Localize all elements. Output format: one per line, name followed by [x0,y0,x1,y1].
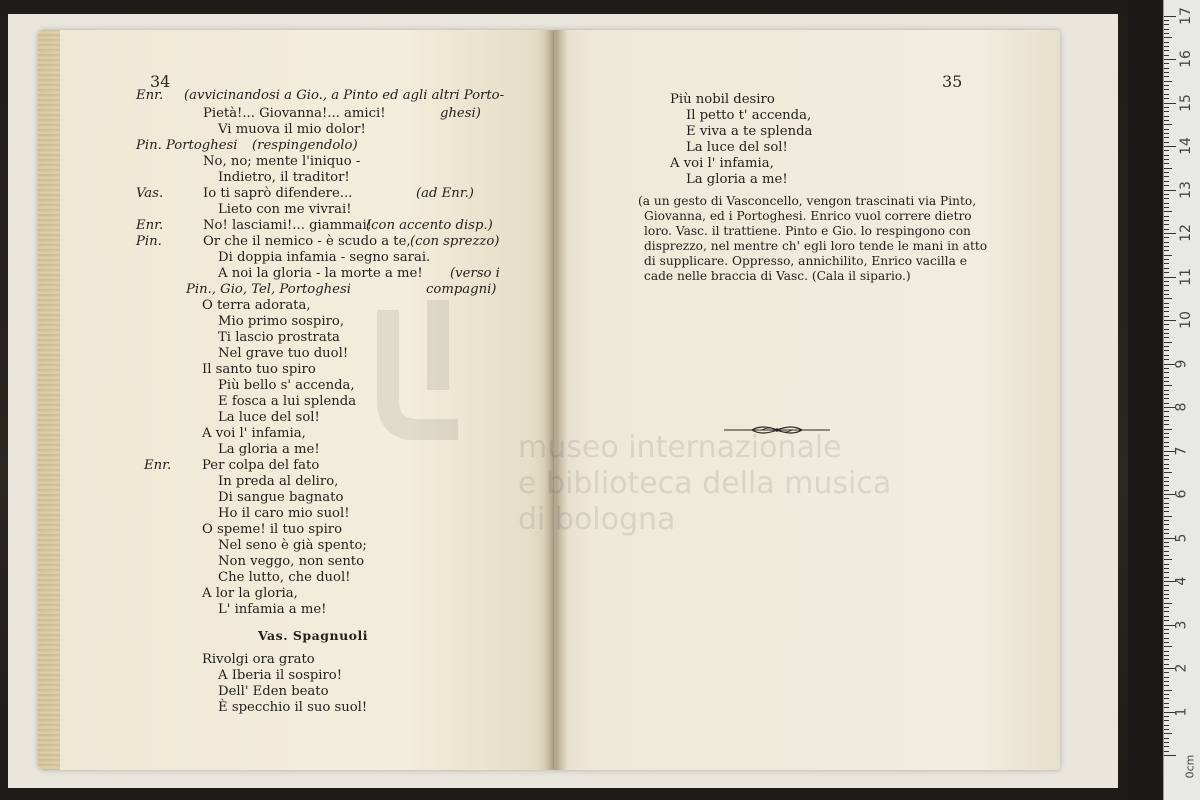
stage-direction-line: disprezzo, nel mentre ch' egli loro tende le mani in atto [644,239,988,253]
ruler-tick [1164,168,1172,169]
verse-line: Di doppia infamia - segno sarai. [218,250,431,265]
ruler-number: 14 [1177,137,1194,155]
verse-line: La gloria a me! [218,442,320,457]
speaker-label: Pin. Portoghesi [136,138,238,153]
speaker-label: Enr. [144,458,172,473]
ruler-tick [1164,190,1176,191]
ruler-tick [1164,638,1169,639]
right-page [554,30,1060,770]
verse-line: Per colpa del fato [202,458,320,473]
ruler-tick [1164,59,1176,60]
verse-line: Lieto con me vivrai! [218,202,352,217]
ruler-number: 12 [1177,224,1194,242]
ruler-tick [1164,42,1169,43]
verse-line: È specchio il suo suol! [218,700,368,715]
verse-line: Nel seno è già spento; [218,538,367,553]
ruler-tick [1164,490,1169,491]
verse-line: La luce del sol! [686,140,788,155]
ruler-tick [1164,311,1169,312]
ruler-tick [1164,598,1169,599]
ruler-tick [1164,437,1169,438]
stage-direction-line: Giovanna, ed i Portoghesi. Enrico vuol correre dietro [644,209,972,223]
verse-line: Mio primo sospiro, [218,314,345,329]
verse-line: Di sangue bagnato [218,490,344,505]
ruler-number: 7 [1173,446,1190,455]
ruler-tick [1164,250,1169,251]
section-heading: Vas. Spagnuoli [258,628,369,643]
ruler-tick [1164,372,1169,373]
ruler-tick [1164,89,1169,90]
ruler-tick [1164,237,1169,238]
verse-line: Nel grave tuo duol! [218,346,349,361]
ruler-tick [1164,464,1169,465]
ruler-tick [1164,155,1169,156]
ruler-tick [1164,20,1169,21]
verse-line: Ti lascio prostrata [218,330,340,345]
verse-line: Pietà!... Giovanna!... amici! [203,106,386,121]
verse-line: Non veggo, non sento [218,554,365,569]
ruler-tick [1164,390,1169,391]
ruler-tick [1164,303,1169,304]
verse-line: Rivolgi ora grato [202,652,315,667]
ruler-tick [1164,398,1169,399]
ruler-tick [1164,472,1172,473]
stage-aside: (con accento disp.) [366,218,493,233]
ruler-tick [1164,333,1169,334]
verse-line: Or che il nemico - è scudo a te, [203,234,411,249]
speaker-label: Enr. [136,218,164,233]
ruler-tick [1164,142,1169,143]
ruler-tick [1164,503,1169,504]
ruler-tick [1164,459,1169,460]
ruler-tick [1164,433,1169,434]
ruler-tick [1164,725,1169,726]
ruler-number: 4 [1173,576,1190,586]
ruler-tick [1164,511,1169,512]
verse-line: Il santo tuo spiro [202,362,316,377]
ruler-tick [1164,150,1169,151]
open-book [38,30,1060,770]
ruler-tick [1164,577,1169,578]
ruler-tick [1164,585,1169,586]
ruler-tick [1164,507,1169,508]
ruler-tick [1164,337,1169,338]
ruler-tick [1164,298,1172,299]
verse-line: Indietro, il traditor! [218,170,350,185]
ruler-tick [1164,381,1169,382]
verse-line: O speme! il tuo spiro [202,522,343,537]
ruler-tick [1164,281,1169,282]
ruler-unit: 0cm [1183,754,1197,779]
ruler-number: 17 [1177,6,1194,25]
speaker-label: Enr. [136,88,164,103]
verse-line: E viva a te splenda [686,124,813,139]
ruler-tick [1164,116,1169,117]
ruler-tick [1164,690,1172,691]
ruler-tick [1164,385,1172,386]
ruler-tick [1164,107,1169,108]
ruler-number: 6 [1173,489,1190,499]
ruler-tick [1164,81,1172,82]
ruler-tick [1164,194,1169,195]
ruler-tick [1164,350,1169,351]
stage-aside: (verso i [450,266,500,281]
ruler-tick [1164,755,1176,756]
ruler-tick [1164,220,1169,221]
ruler-tick [1164,716,1169,717]
ruler-number: 16 [1177,50,1194,68]
ruler-tick [1164,481,1169,482]
left-page [38,30,554,770]
ruler-tick [1164,746,1169,747]
verse-line: Ho il caro mio suol! [218,506,350,521]
ruler-tick [1164,685,1169,686]
ruler-number: 15 [1177,93,1194,112]
ruler-tick [1164,546,1169,547]
verse-line: Più bello s' accenda, [218,378,355,393]
ruler-tick [1164,729,1169,730]
ruler-tick [1164,133,1169,134]
ruler-tick [1164,50,1169,51]
ruler-tick [1164,533,1169,534]
ruler-tick [1164,172,1169,173]
ruler-tick [1164,216,1169,217]
stage-aside: ghesi) [440,106,481,121]
ruler-tick [1164,703,1169,704]
measuring-ruler [1163,0,1200,800]
ruler-tick [1164,468,1169,469]
ruler-tick [1164,646,1172,647]
ruler-tick [1164,477,1169,478]
ruler-tick [1164,207,1169,208]
ruler-tick [1164,63,1169,64]
ruler-tick [1164,268,1169,269]
ruler-tick [1164,98,1169,99]
ruler-tick [1164,233,1176,234]
ruler-tick [1164,611,1169,612]
ruler-tick [1164,738,1169,739]
ruler-tick [1164,594,1169,595]
verse-line: Dell' Eden beato [218,684,329,699]
ruler-tick [1164,24,1169,25]
verse-line: In preda al deliro, [218,474,339,489]
stage-direction: (respingendolo) [252,138,358,153]
ruler-tick [1164,568,1169,569]
ruler-tick [1164,664,1169,665]
ruler-tick [1164,120,1169,121]
ruler-tick [1164,285,1169,286]
ruler-number: 3 [1173,620,1190,629]
ruler-tick [1164,68,1169,69]
stage-aside: compagni) [426,282,497,297]
ruler-tick [1164,111,1169,112]
ruler-tick [1164,659,1169,660]
verse-line: No! lasciami!... giammai! [203,218,372,233]
verse-line: L' infamia a me! [218,602,327,617]
ruler-tick [1164,203,1169,204]
ruler-tick [1164,176,1169,177]
ruler-tick [1164,564,1169,565]
ruler-tick [1164,159,1169,160]
ruler-tick [1164,359,1169,360]
ruler-tick [1164,181,1169,182]
ruler-tick [1164,572,1169,573]
ruler-tick [1164,529,1169,530]
verse-line: A lor la gloria, [202,586,298,601]
ruler-tick [1164,259,1169,260]
ruler-tick [1164,37,1172,38]
ruler-tick [1164,698,1169,699]
ruler-tick [1164,255,1172,256]
ruler-tick [1164,246,1169,247]
ruler-tick [1164,520,1169,521]
ruler-tick [1164,694,1169,695]
ruler-tick [1164,46,1169,47]
ruler-tick [1164,733,1172,734]
verse-line: Il petto t' accenda, [686,108,812,123]
ruler-tick [1164,633,1169,634]
ruler-tick [1164,607,1169,608]
ruler-tick [1164,542,1169,543]
ruler-tick [1164,368,1169,369]
ruler-tick [1164,403,1169,404]
ruler-tick [1164,229,1169,230]
ruler-tick [1164,424,1169,425]
ruler-tick [1164,185,1169,186]
verse-line: Io ti saprò difendere... [203,186,353,201]
ruler-number: 2 [1173,663,1190,673]
ruler-tick [1164,94,1169,95]
stage-direction-line: di supplicare. Oppresso, annichilito, Enrico vacilla e [644,254,967,268]
ruler-number: 11 [1177,267,1194,286]
ruler-tick [1164,751,1169,752]
ruler-tick [1164,681,1169,682]
ruler-tick [1164,346,1169,347]
ruler-number: 9 [1173,359,1190,368]
ruler-tick [1164,198,1169,199]
ruler-tick [1164,146,1176,147]
ornament-rule-icon [722,424,832,436]
ruler-number: 5 [1173,533,1190,542]
stage-aside: (con sprezzo) [410,234,500,249]
ruler-tick [1164,442,1169,443]
page-number-left: 34 [150,72,171,91]
verse-line: A voi l' infamia, [670,156,774,171]
ruler-tick [1164,516,1172,517]
speaker-label: Pin. [136,234,162,249]
ruler-tick [1164,420,1169,421]
verse-line: Più nobil desiro [670,92,775,107]
ruler-tick [1164,33,1169,34]
ruler-tick [1164,707,1169,708]
ruler-tick [1164,655,1169,656]
stage-aside: (ad Enr.) [416,186,474,201]
ruler-tick [1164,629,1169,630]
ruler-tick [1164,72,1169,73]
ruler-tick [1164,103,1176,104]
verse-line: No, no; mente l'iniquo - [203,154,361,169]
ruler-tick [1164,124,1172,125]
ruler-tick [1164,429,1172,430]
ruler-tick [1164,672,1169,673]
book-spine [544,30,568,770]
page-edge [38,30,60,770]
ruler-tick [1164,590,1169,591]
verse-line: La gloria a me! [686,172,788,187]
ruler-tick [1164,211,1172,212]
verse-line: E fosca a lui splenda [218,394,357,409]
ruler-tick [1164,272,1169,273]
ruler-tick [1164,355,1169,356]
verse-line: A Iberia il sospiro! [218,668,343,683]
page-number-right: 35 [942,72,963,91]
ruler-tick [1164,163,1169,164]
verse-line: Che lutto, che duol! [218,570,351,585]
ruler-tick [1164,316,1169,317]
ruler-tick [1164,137,1169,138]
stage-direction-line: loro. Vasc. il trattiene. Pinto e Gio. lo respingono con [644,224,971,238]
ruler-tick [1164,559,1172,560]
ruler-tick [1164,55,1169,56]
ruler-number: 8 [1173,402,1190,412]
ruler-tick [1164,129,1169,130]
ruler-tick [1164,277,1176,278]
verse-line: A voi l' infamia, [202,426,306,441]
ruler-tick [1164,76,1169,77]
ruler-tick [1164,498,1169,499]
ruler-tick [1164,411,1169,412]
ruler-tick [1164,524,1169,525]
ruler-tick [1164,455,1169,456]
stage-direction-line: (a un gesto di Vasconcello, vengon trascinati via Pinto, [638,194,977,208]
ruler-tick [1164,307,1169,308]
ruler-number: 10 [1177,311,1194,329]
ruler-number: 13 [1177,180,1194,199]
ruler-tick [1164,603,1172,604]
ruler-tick [1164,620,1169,621]
ruler-tick [1164,416,1169,417]
ruler-tick [1164,242,1169,243]
ruler-tick [1164,616,1169,617]
ruler-tick [1164,29,1169,30]
ruler-tick [1164,551,1169,552]
speaker-label: Vas. [136,186,164,201]
ruler-tick [1164,642,1169,643]
ruler-tick [1164,324,1169,325]
verse-line: Vi muova il mio dolor! [218,122,366,137]
verse-line: La luce del sol! [218,410,320,425]
ruler-tick [1164,263,1169,264]
ruler-tick [1164,224,1169,225]
stage-direction-line: cade nelle braccia di Vasc. (Cala il sipario.) [644,269,911,283]
speaker-label: Pin., Gio, Tel, Portoghesi [186,282,351,297]
ruler-tick [1164,555,1169,556]
ruler-tick [1164,394,1169,395]
ruler-tick [1164,16,1176,17]
ruler-tick [1164,294,1169,295]
ruler-tick [1164,485,1169,486]
ruler-tick [1164,342,1172,343]
stage-direction: (avvicinandosi a Gio., a Pinto ed agli altri Porto- [184,88,505,103]
verse-line: O terra adorata, [202,298,311,313]
ruler-tick [1164,651,1169,652]
verse-line: A noi la gloria - la morte a me! [218,266,423,281]
ruler-tick [1164,742,1169,743]
ruler-clamp [1128,0,1162,800]
ruler-tick [1164,377,1169,378]
ruler-tick [1164,290,1169,291]
ruler-tick [1164,720,1169,721]
ruler-tick [1164,329,1169,330]
ruler-tick [1164,85,1169,86]
ruler-tick [1164,677,1169,678]
ruler-number: 1 [1173,707,1190,716]
ruler-tick [1164,446,1169,447]
ruler-tick [1164,320,1176,321]
